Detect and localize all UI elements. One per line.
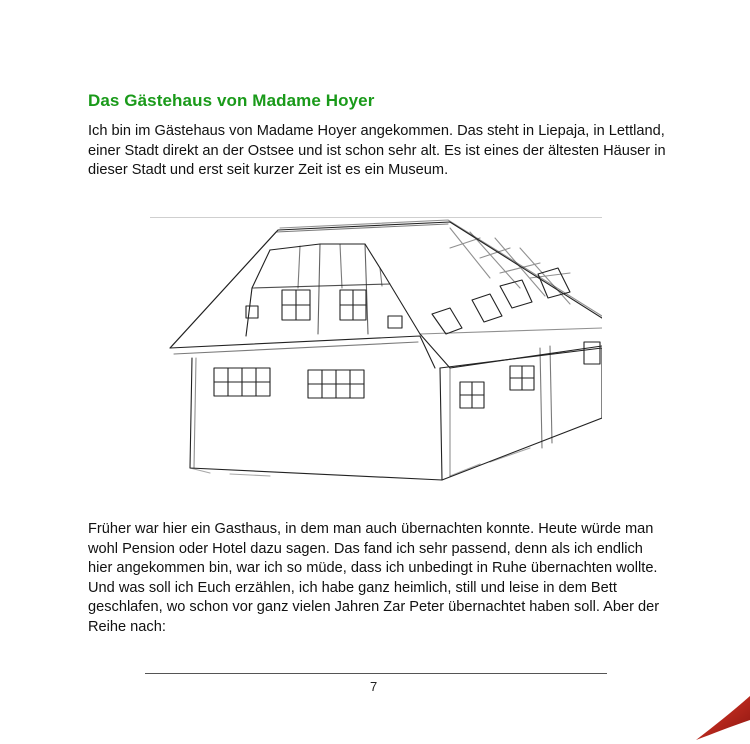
paragraph-intro: Ich bin im Gästehaus von Madame Hoyer angekommen. Das steht in Liepaja, in Lettland, einer Stadt direkt an der Ostsee und ist schon sehr alt. Es ist eines der ältesten Häuser in dieser Stadt und erst seit kurzer Zeit ist es ein Museum. [88,123,666,178]
page-number: 7 [370,679,378,694]
paragraph-story: Früher war hier ein Gasthaus, in dem man auch übernachten konnte. Heute würde man wohl Pension oder Hotel dazu sagen. Das fand ich sehr passend, denn als ich endlich hier angekommen bin, war ich so müde, dass ich unbedingt in Ruhe übernachten wollte. Und was soll ich Euch erzählen, ich habe ganz heimlich, still und leise in dem Bett geschlafen, wo schon vor ganz vielen Jahren Zar Peter übernachtet haben soll. Aber der Reihe nach: [88,521,660,635]
page-curl-icon[interactable] [692,690,750,744]
page-title: Das Gästehaus von Madame Hoyer [88,91,375,110]
house-sketch-illustration [150,218,602,488]
footer-rule [145,673,607,674]
